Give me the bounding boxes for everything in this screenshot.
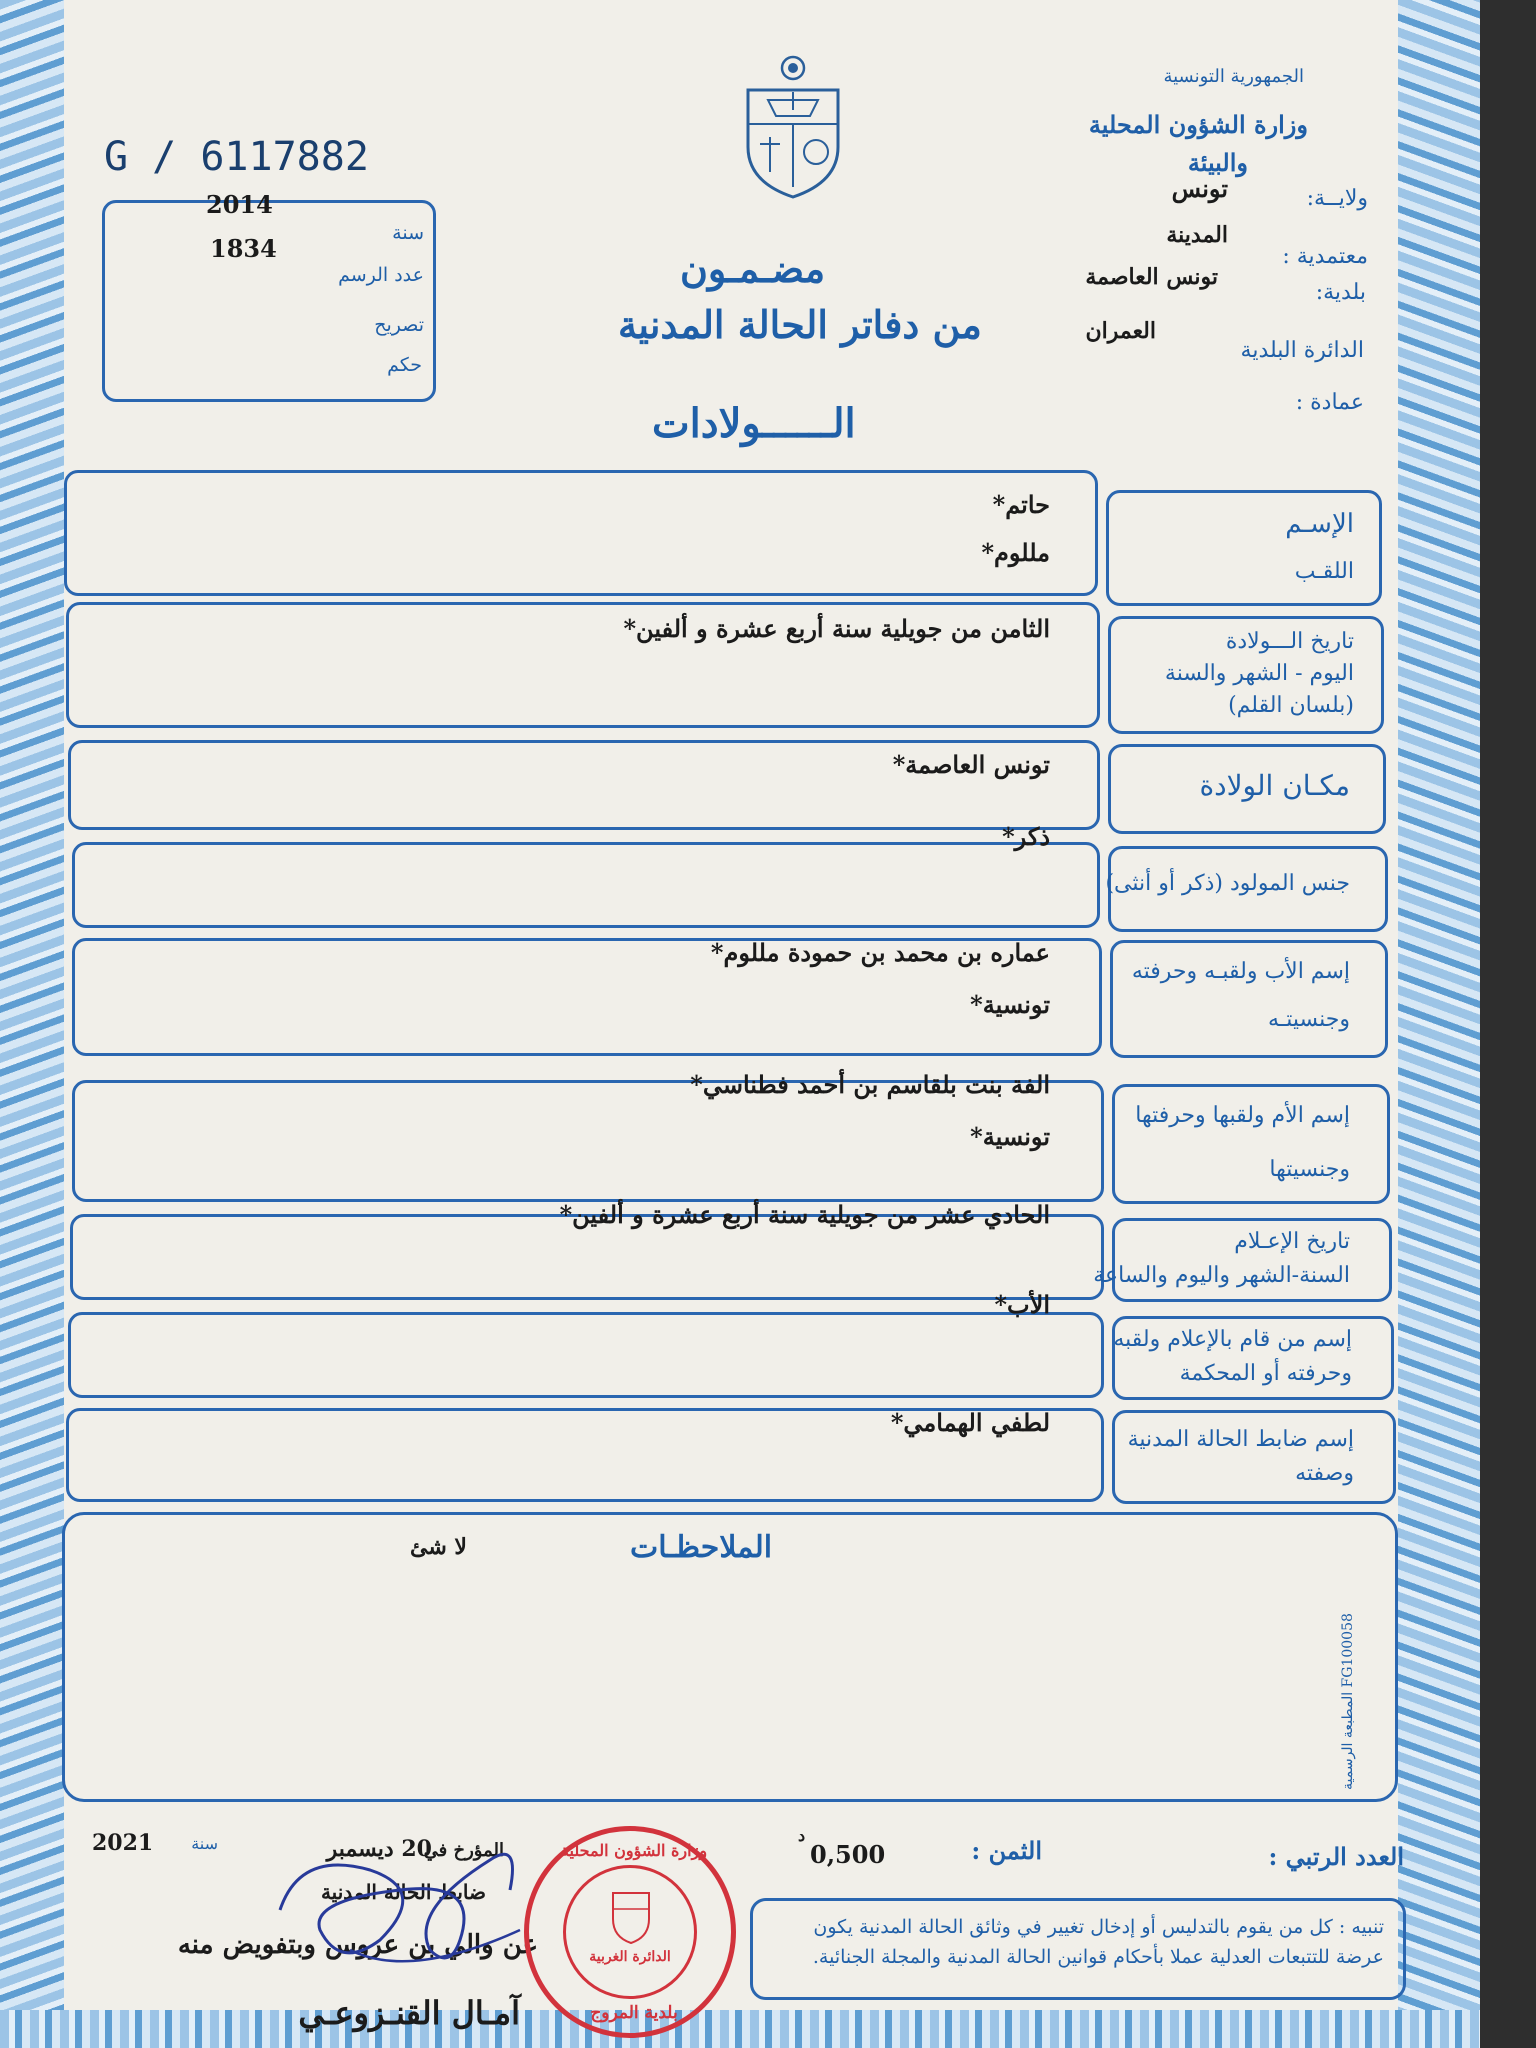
official-stamp-icon: [524, 1826, 736, 2038]
notes-label: الملاحظـات: [630, 1530, 773, 1565]
officer-title: ضابط الحالة المدنية: [320, 1880, 486, 1904]
value-birthplace: تونس العاصمة*: [892, 750, 1050, 779]
stamp-outer-text: وزارة الشؤون المحلية: [560, 1841, 708, 1860]
record-number-value: 1834: [210, 234, 277, 263]
label-birth-date-3: (بلسان القلم): [1228, 693, 1354, 718]
printer-note: المطبعة الرسمية FG100058: [1340, 1613, 1356, 1790]
delegation-label: معتمدية :: [1282, 244, 1368, 269]
label-father-2: وجنسيتـه: [1267, 1007, 1350, 1032]
value-sex: ذكر*: [1002, 822, 1050, 851]
title-extract: مضـمـون: [680, 246, 826, 291]
coat-of-arms-icon: [738, 52, 848, 202]
serial-number-label: العدد الرتبي :: [1268, 1842, 1404, 1871]
record-year-label: سنة: [392, 222, 424, 244]
background-edge: [1480, 0, 1536, 2048]
price-label: الثمن :: [971, 1836, 1042, 1865]
notes-value: لا شئ: [410, 1534, 467, 1560]
label-birth-date-2: اليوم - الشهر والسنة: [1164, 661, 1354, 686]
label-declaration-date-1: تاريخ الإعـلام: [1234, 1229, 1350, 1254]
date-value: 20 ديسمبر: [326, 1836, 432, 1862]
ministry-line1: وزارة الشؤون المحلية: [1088, 110, 1308, 139]
value-father-name: عماره بن محمد بن حمودة مللوم*: [710, 938, 1050, 967]
district-value: العمران: [1085, 318, 1156, 344]
value-box-declarant: [68, 1312, 1104, 1398]
signature-icon: [260, 1830, 560, 1980]
record-box: [102, 200, 436, 402]
security-border-right: [1398, 0, 1480, 2048]
delegation-value: المدينة: [1166, 222, 1228, 248]
price-value: 0,500: [810, 1840, 886, 1869]
serial-number: G / 6117882: [104, 134, 369, 180]
district-label: الدائرة البلدية: [1240, 338, 1364, 363]
value-box-name: [64, 470, 1098, 596]
value-declaration-date: الحادي عشر من جويلية سنة أربع عشرة و ألفين*: [559, 1200, 1050, 1229]
value-mother-name: الفة بنت بلقاسم بن أحمد فطناسي*: [690, 1070, 1050, 1099]
label-father-1: إسم الأب ولقبـه وحرفته: [1131, 959, 1350, 984]
stamp-inner-text: الدائرة الغربية: [589, 1949, 671, 1965]
label-officer-2: وصفته: [1295, 1461, 1354, 1486]
label-birth-date-1: تاريخ الـــولادة: [1225, 629, 1354, 654]
label-name: الإسـم: [1285, 509, 1354, 539]
label-mother-2: وجنسيتها: [1269, 1157, 1350, 1182]
wilaya-label: ولايــة:: [1306, 186, 1368, 211]
value-birth-date: الثامن من جويلية سنة أربع عشرة و ألفين*: [623, 614, 1050, 643]
delegation-line: عن والي بن عروس وبتفويض منه: [177, 1930, 538, 1960]
label-surname: اللقـب: [1294, 559, 1354, 584]
label-declarant-1: إسم من قام بالإعلام ولقبه: [1113, 1327, 1352, 1352]
label-sex: جنس المولود (ذكر أو أنثى): [1105, 871, 1350, 896]
record-declaration-label: تصريح: [374, 314, 424, 336]
label-declarant-2: وحرفته أو المحكمة: [1179, 1361, 1352, 1386]
value-box-sex: [72, 842, 1100, 928]
value-mother-nationality: تونسية*: [970, 1122, 1050, 1151]
record-year-value: 2014: [206, 190, 273, 219]
section-title-births: الــــــولادات: [652, 400, 856, 447]
warning-text: تنبيه : كل من يقوم بالتدليس أو إدخال تغيير في وثائق الحالة المدنية يكون عرضة للتتبعات العدلية عملا بأحكام قوانين الحالة المدنية والمجلة الجنائية.: [812, 1916, 1384, 1969]
record-judgment-label: حكم: [387, 354, 422, 376]
title-civil-registry: من دفاتر الحالة المدنية: [618, 302, 982, 347]
label-mother-1: إسم الأم ولقبها وحرفتها: [1135, 1103, 1350, 1128]
republic-label: الجمهورية التونسية: [1163, 66, 1304, 87]
label-declaration-date-2: السنة-الشهر واليوم والساعة: [1093, 1263, 1350, 1288]
price-unit: د: [798, 1826, 806, 1845]
year-label: سنة: [191, 1834, 218, 1853]
municipality-value: تونس العاصمة: [1085, 264, 1218, 290]
value-officer: لطفي الهمامي*: [890, 1408, 1050, 1437]
omda-label: عمادة :: [1295, 390, 1364, 415]
officer-name: آمـال القنـزوعـي: [298, 1994, 520, 2032]
label-officer-1: إسم ضابط الحالة المدنية: [1127, 1427, 1354, 1452]
value-father-nationality: تونسية*: [970, 990, 1050, 1019]
value-surname: مللوم*: [981, 538, 1050, 567]
security-border-bottom: [0, 2010, 1480, 2048]
label-birthplace: مكـان الولادة: [1199, 769, 1350, 802]
wilaya-value: تونس: [1171, 174, 1228, 203]
municipality-label: بلدية:: [1315, 280, 1366, 305]
dated-label: المؤرخ في: [423, 1840, 504, 1861]
security-border-left: [0, 0, 64, 2048]
record-number-label: عدد الرسم: [338, 264, 424, 286]
stamp-bottom-text: بلدية المروج: [590, 2003, 678, 2023]
value-declarant: الأب*: [994, 1290, 1050, 1319]
value-first-name: حاتم*: [992, 490, 1050, 519]
ministry-line2: والبيئة: [1187, 148, 1248, 177]
year-value: 2021: [92, 1830, 154, 1856]
